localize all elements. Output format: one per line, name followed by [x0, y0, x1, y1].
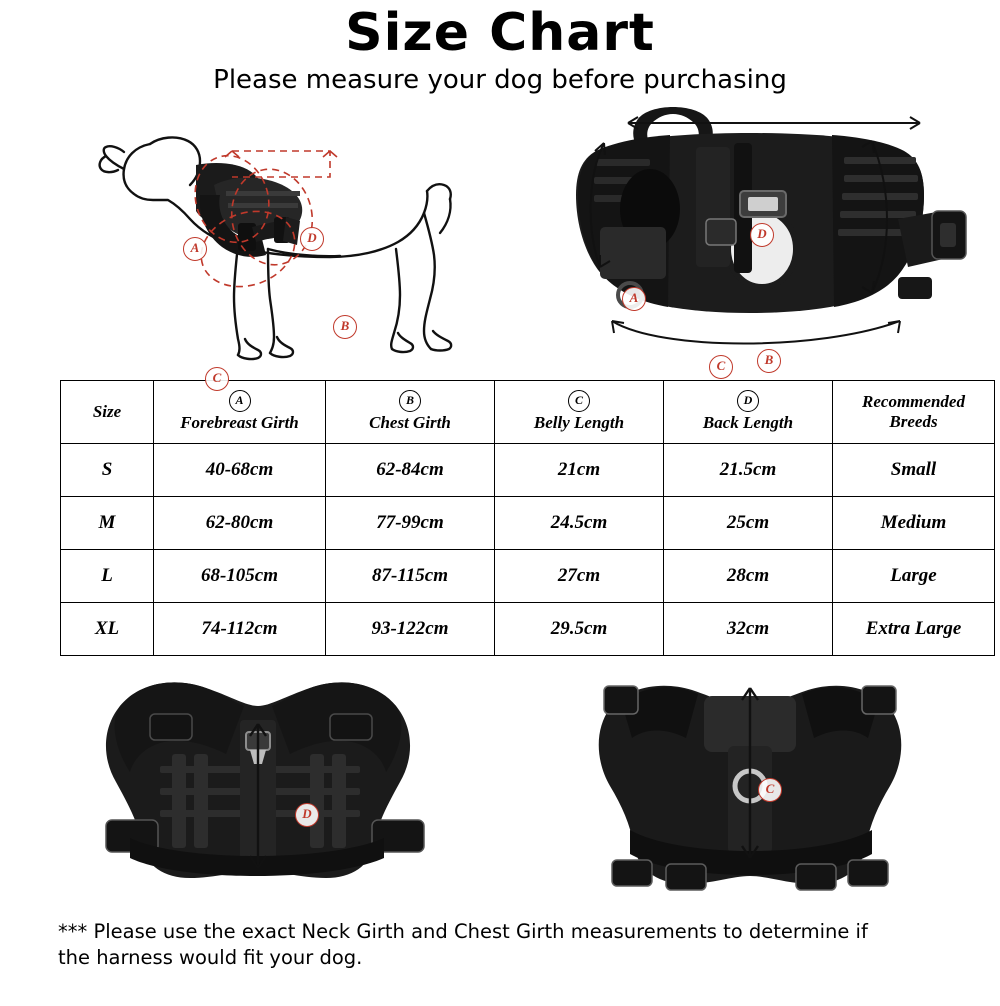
cell-chest: 93-122cm: [326, 602, 495, 655]
header-back: [664, 380, 833, 443]
size-table-body: [61, 443, 995, 655]
footnote: [58, 919, 950, 972]
marker-c-harness: C: [709, 355, 733, 379]
illustration-row-top: [0, 99, 1000, 385]
dog-diagram: [0, 99, 500, 385]
header-chest: [326, 380, 495, 443]
cell-belly: 24.5cm: [495, 496, 664, 549]
cell-breeds: Medium: [833, 496, 995, 549]
cell-breeds: Extra Large: [833, 602, 995, 655]
marker-b-harness: B: [757, 349, 781, 373]
cell-back: 25cm: [664, 496, 833, 549]
harness-flat-illustration: [0, 662, 500, 917]
marker-a-harness: A: [622, 287, 646, 311]
dog-outline-illustration: [0, 99, 500, 374]
harness-photo-flat: [0, 662, 500, 917]
cell-breeds: Small: [833, 443, 995, 496]
cell-chest: 62-84cm: [326, 443, 495, 496]
page-subtitle: Please measure your dog before purchasing: [213, 64, 787, 95]
cell-breeds: Large: [833, 549, 995, 602]
cell-forebreast: 74-112cm: [154, 602, 326, 655]
cell-forebreast: 62-80cm: [154, 496, 326, 549]
header-marker-c: C: [568, 390, 590, 412]
size-table: [60, 380, 995, 656]
illustration-row-bottom: [0, 662, 1000, 917]
header-marker-d: D: [737, 390, 759, 412]
table-row: [61, 549, 995, 602]
cell-forebreast: 68-105cm: [154, 549, 326, 602]
header-belly-label: Belly Length: [533, 413, 625, 433]
header-size-label: Size: [92, 401, 122, 421]
header-marker-a: A: [229, 390, 251, 412]
cell-size: S: [61, 443, 154, 496]
cell-belly: 21cm: [495, 443, 664, 496]
marker-d-flat: D: [295, 803, 319, 827]
marker-a-dog: A: [183, 237, 207, 261]
marker-c-rear: C: [758, 778, 782, 802]
cell-chest: 87-115cm: [326, 549, 495, 602]
header-forebreast-label: Forebreast Girth: [180, 413, 299, 433]
marker-d-harness: D: [750, 223, 774, 247]
cell-back: 28cm: [664, 549, 833, 602]
cell-belly: 29.5cm: [495, 602, 664, 655]
cell-belly: 27cm: [495, 549, 664, 602]
header-size: [61, 380, 154, 443]
marker-c-dog: C: [205, 367, 229, 391]
size-table-wrapper: [60, 380, 965, 656]
harness-photo-front: [500, 99, 1000, 374]
header-breeds-label: Recommended Breeds: [862, 392, 965, 431]
cell-size: M: [61, 496, 154, 549]
size-table-head: [61, 380, 995, 443]
header-belly: [495, 380, 664, 443]
header-back-label: Back Length: [702, 413, 794, 433]
footnote-line-1: *** Please use the exact Neck Girth and Chest Girth measurements to determine if: [58, 919, 868, 943]
harness-rear-illustration: [500, 662, 1000, 917]
cell-back: 21.5cm: [664, 443, 833, 496]
table-row: [61, 602, 995, 655]
table-row: [61, 496, 995, 549]
header-breeds: [833, 380, 995, 443]
page-title: Size Chart: [345, 3, 655, 63]
cell-back: 32cm: [664, 602, 833, 655]
header-forebreast: [154, 380, 326, 443]
cell-chest: 77-99cm: [326, 496, 495, 549]
footnote-line-2: the harness would fit your dog.: [58, 945, 363, 969]
cell-forebreast: 40-68cm: [154, 443, 326, 496]
harness-photo-rear: [500, 662, 1000, 917]
header-chest-label: Chest Girth: [369, 413, 451, 433]
cell-size: XL: [61, 602, 154, 655]
header-marker-b: B: [399, 390, 421, 412]
table-header-row: [61, 380, 995, 443]
marker-b-dog: B: [333, 315, 357, 339]
marker-d-dog: D: [300, 227, 324, 251]
table-row: [61, 443, 995, 496]
cell-size: L: [61, 549, 154, 602]
